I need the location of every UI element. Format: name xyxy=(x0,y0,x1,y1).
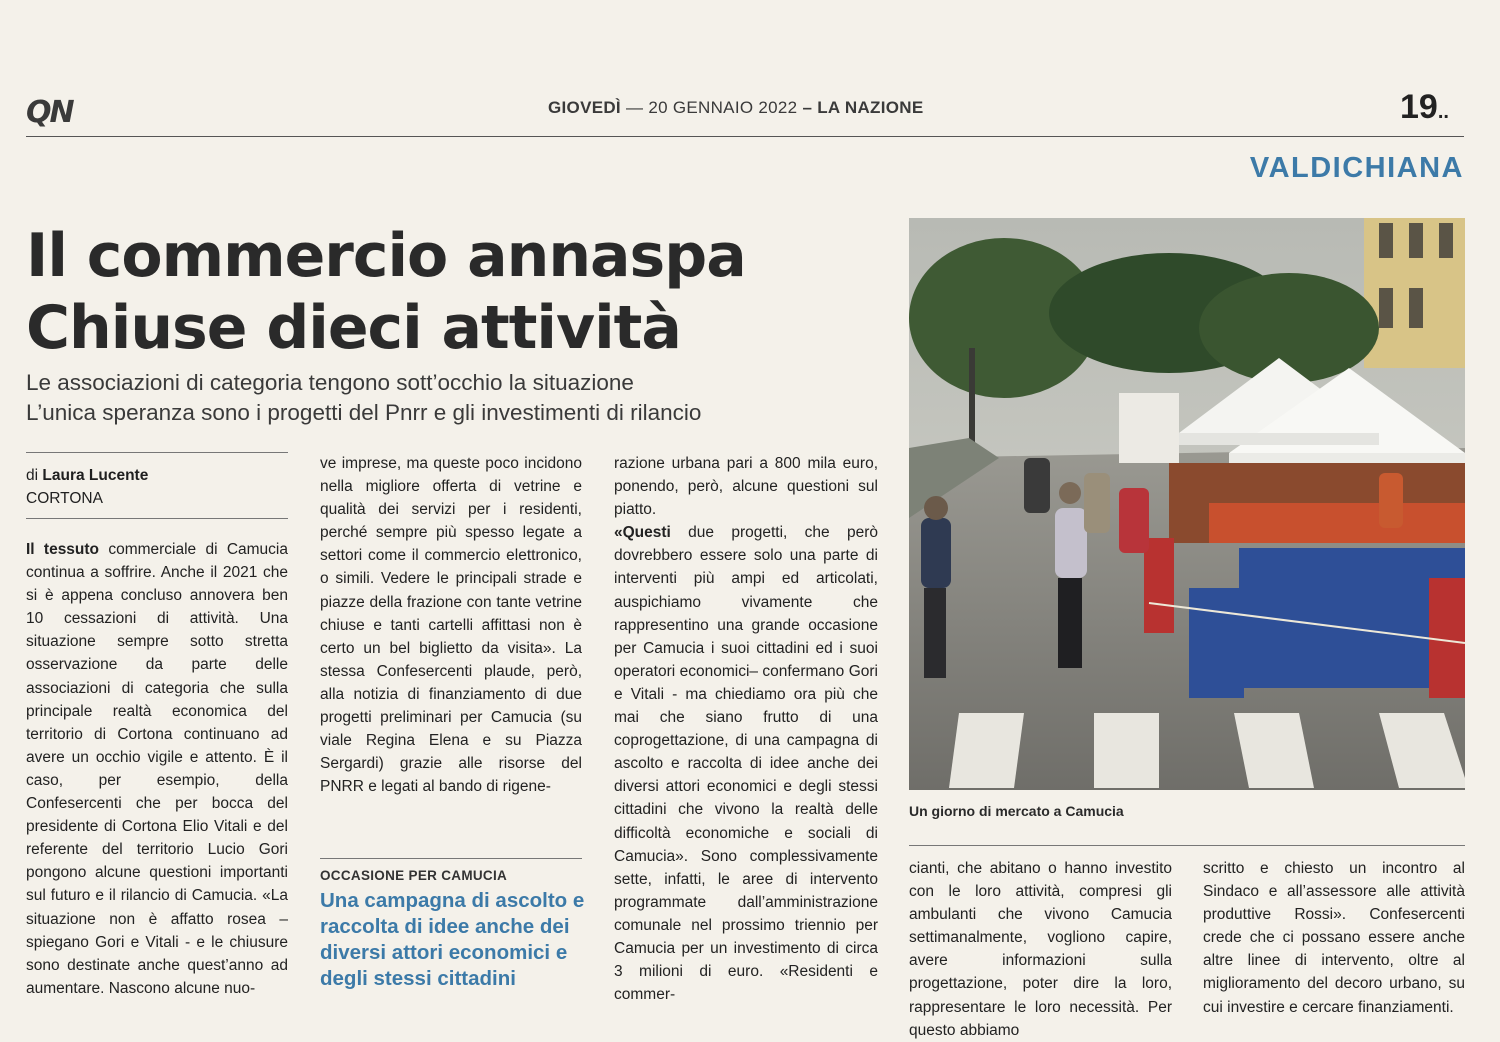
crates xyxy=(1189,588,1244,698)
byline-author: Laura Lucente xyxy=(42,467,149,484)
page-number-value: 19 xyxy=(1400,88,1438,126)
subhead-line-2: L’unica speranza sono i progetti del Pnrr e gli investimenti di rilancio xyxy=(26,400,702,425)
crosswalk-stripe xyxy=(1094,713,1159,788)
crosswalk-stripe xyxy=(949,713,1024,788)
page-number-suffix: .. xyxy=(1437,101,1449,123)
dateline xyxy=(548,98,924,118)
section-title: VALDICHIANA xyxy=(1249,152,1464,184)
person xyxy=(1084,473,1110,533)
article-column-2: ve imprese, ma queste poco incidono nella migliore offerta di vetrine e qualità dei servizi per i residenti, perché sempre più spesso legate a settori come il commercio elettronico, o simili. Vedere le principali strade e piazze della frazione con tante vetrine chiuse e tanti cartelli affittasi non è certo un bel biglietto da visita». La stessa Confesercenti plaude, però, alla notizia di finanziamento di due progetti preliminari per Camucia (su viale Regina Elena e su Piazza Sergardi) grazie alle risorse del PNRR e legati al bando di rigene- xyxy=(320,455,582,796)
article-column-4: cianti, che abitano o hanno investito con le loro attività, compresi gli ambulanti che vivono Camucia settimanalmente, vogliono capire, avere informazioni sulla progettazione, poter dire la loro, rappresentare le loro necessità. Per questo abbiamo xyxy=(909,860,1172,1039)
person xyxy=(1055,508,1087,578)
red-crates xyxy=(1429,578,1465,698)
article-column-3 xyxy=(614,452,878,1006)
article-lead: Il tessuto xyxy=(26,541,100,558)
market-photo-illustration xyxy=(909,218,1465,790)
truck xyxy=(1119,393,1179,463)
box-rule xyxy=(320,858,582,859)
market-photo xyxy=(909,218,1465,790)
header-rule xyxy=(26,136,1464,137)
building-window xyxy=(1379,223,1393,258)
byline-rule-top xyxy=(26,452,288,453)
page-number xyxy=(1400,88,1449,127)
person-head xyxy=(1059,482,1081,504)
headline-line-2: Chiuse dieci attività xyxy=(26,293,681,363)
person xyxy=(1024,458,1050,513)
article-column-1 xyxy=(26,538,288,1000)
article-column-1-text: commerciale di Camucia continua a soffrire. Anche il 2021 che si è appena concluso annovera ben 10 cessazioni di attività. Una situazione sempre sotto stretta osservazione da parte delle associazioni di categoria che sulla principale realtà economica del territorio di Cortona continuano ad avere un occhio vigile e attento. È il caso, per esempio, della Confesercenti che per bocca del presidente di Cortona Elio Vitali e del referente del territorio Lucio Gori pongono alcune questioni importanti sul futuro e il rilancio di Camucia. «La situazione non è affatto rosea – spiegano Gori e Vitali - e le chiusure sono destinate anche quest’anno ad aumentare. Nascono alcune nuo- xyxy=(26,541,288,997)
byline-rule-bottom xyxy=(26,518,288,519)
dateline-paper: LA NAZIONE xyxy=(817,98,924,117)
person-head xyxy=(924,496,948,520)
article-column-5: scritto e chiesto un incontro al Sindaco e all’assessore alle attività produttive Rossi». Confesercenti crede che ci possano essere anche altre linee di intervento, oltre al miglioramento del decoro urbano, su cui investire e cercare finanziamenti. xyxy=(1203,860,1465,1016)
headline-line-1: Il commercio annaspa xyxy=(26,221,746,291)
byline xyxy=(26,464,288,510)
building-window xyxy=(1379,288,1393,328)
byline-place: CORTONA xyxy=(26,490,103,507)
dateline-dash: — xyxy=(625,98,644,117)
article-column-3-text-b: due progetti, che però dovrebbero essere solo una parte di interventi più ampi ed articolati, auspichiamo vivamente che rappresentino una grande occasione per Camucia i suoi cittadini ed i suoi operatori economici– confermano Gori e Vitali - ma chiediamo ora più che mai che siano frutto di una coprogettazione, di una campagna di ascolto e raccolta di idee anche dei diversi attori economici e degli stessi cittadini che vivono la realtà delle difficoltà economiche e sociali di Camucia». Sono complessivamente sette, infatti, le aree di intervento programmate dall’amministrazione comunale nel prossimo triennio per Camucia per un investimento di circa 3 milioni di euro. «Residenti e commer- xyxy=(614,524,878,1004)
dateline-date: 20 GENNAIO 2022 xyxy=(648,98,798,117)
byline-prefix: di xyxy=(26,467,39,484)
vendor xyxy=(1379,473,1403,528)
photo-caption: Un giorno di mercato a Camucia xyxy=(909,803,1124,819)
dateline-sep: – xyxy=(802,98,813,117)
building-window xyxy=(1439,223,1453,258)
newspaper-logo: QN xyxy=(26,95,73,130)
person-legs xyxy=(1058,578,1082,668)
person xyxy=(921,518,951,588)
building-window xyxy=(1409,288,1423,328)
box-title: Una campagna di ascolto e raccolta di idee anche dei diversi attori economici e degli stessi cittadini xyxy=(320,889,585,990)
person-legs xyxy=(924,588,946,678)
tent-valance xyxy=(1179,433,1379,445)
subhead-line-1: Le associazioni di categoria tengono sott’occhio la situazione xyxy=(26,370,634,395)
article-column-3-text-a: razione urbana pari a 800 mila euro, ponendo, però, alcune questioni sul piatto. xyxy=(614,455,878,519)
article-column-3-quote-lead: «Questi xyxy=(614,524,671,542)
dateline-day: GIOVEDÌ xyxy=(548,98,621,117)
person xyxy=(1119,488,1149,553)
red-crates xyxy=(1144,538,1174,633)
produce-tomatoes xyxy=(1209,503,1465,543)
box-kicker: OCCASIONE PER CAMUCIA xyxy=(320,868,508,883)
photo-rule xyxy=(909,845,1465,846)
building-window xyxy=(1409,223,1423,258)
